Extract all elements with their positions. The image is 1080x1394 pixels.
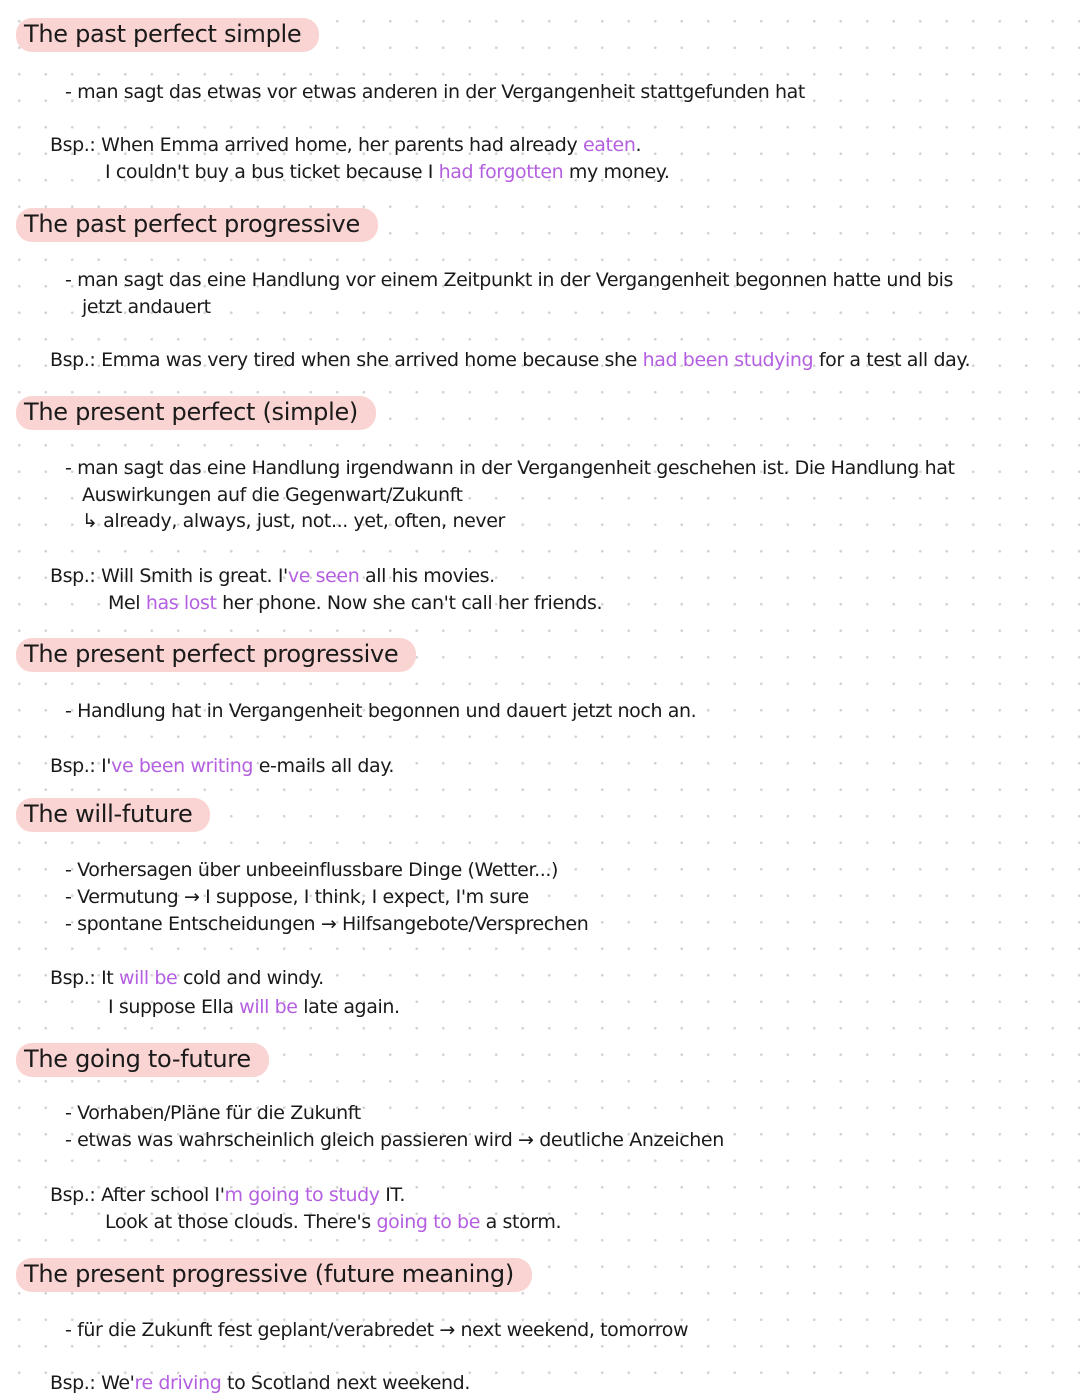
text-segment: Look at those clouds. There's <box>105 1211 377 1233</box>
highlighted-verb-form: m going to study <box>224 1184 380 1206</box>
text-segment: - etwas was wahrscheinlich gleich passieren wird → deutliche Anzeichen <box>65 1129 724 1151</box>
note-line <box>65 1129 724 1151</box>
text-segment: - man sagt das eine Handlung irgendwann in der Vergangenheit geschehen ist. Die Handlung hat <box>65 457 955 479</box>
highlighted-verb-form: will be <box>118 967 178 989</box>
note-line <box>105 161 670 183</box>
text-segment: - man sagt das etwas vor etwas anderen in der Vergangenheit stattgefunden hat <box>65 81 805 103</box>
note-line <box>65 457 955 479</box>
text-segment: Bsp.: Emma was very tired when she arrived home because she <box>50 349 643 371</box>
section-title: The past perfect simple <box>16 18 319 52</box>
text-segment: - Handlung hat in Vergangenheit begonnen und dauert jetzt noch an. <box>65 700 697 722</box>
note-line <box>65 913 588 935</box>
note-line <box>65 886 529 908</box>
section-title: The present perfect (simple) <box>16 396 376 430</box>
text-segment: ↳ already, always, just, not... yet, often, never <box>82 510 505 532</box>
text-segment: to Scotland next weekend. <box>221 1372 470 1394</box>
text-segment: for a test all day. <box>813 349 971 371</box>
note-line <box>50 1184 405 1206</box>
text-segment: jetzt andauert <box>82 296 211 318</box>
text-segment: all his movies. <box>359 565 495 587</box>
note-line <box>50 967 324 989</box>
text-segment: Auswirkungen auf die Gegenwart/Zukunft <box>82 484 463 506</box>
text-segment: . <box>635 134 642 156</box>
note-line <box>82 296 211 318</box>
highlighted-verb-form: had been studying <box>642 349 814 371</box>
note-line <box>50 1372 470 1394</box>
note-line <box>82 510 505 532</box>
note-line <box>108 592 602 614</box>
text-segment: Bsp.: Will Smith is great. I' <box>50 565 288 587</box>
text-segment: Bsp.: After school I' <box>50 1184 225 1206</box>
note-line <box>82 484 463 506</box>
text-segment: Bsp.: We' <box>50 1372 135 1394</box>
note-line <box>50 349 970 371</box>
text-segment: her phone. Now she can't call her friends. <box>216 592 603 614</box>
note-line <box>65 700 696 722</box>
section-title: The going to-future <box>16 1043 269 1077</box>
section-title: The will-future <box>16 798 210 832</box>
text-segment: - man sagt das eine Handlung vor einem Zeitpunkt in der Vergangenheit begonnen hatte und bis <box>65 269 954 291</box>
text-segment: Bsp.: It <box>50 967 119 989</box>
text-segment: cold and windy. <box>177 967 324 989</box>
highlighted-verb-form: ve been writing <box>111 755 254 777</box>
note-line <box>65 81 805 103</box>
section-title: The present perfect progressive <box>16 638 416 672</box>
text-segment: I couldn't buy a bus ticket because I <box>105 161 439 183</box>
text-segment: I suppose Ella <box>108 996 240 1018</box>
note-line <box>50 134 641 156</box>
note-line <box>65 1102 361 1124</box>
note-line <box>50 755 394 777</box>
text-segment: Bsp.: I' <box>50 755 112 777</box>
highlighted-verb-form: going to be <box>376 1211 481 1233</box>
text-segment: - für die Zukunft fest geplant/verabredet → next weekend, tomorrow <box>65 1319 689 1341</box>
note-line <box>65 269 953 291</box>
note-line <box>105 1211 561 1233</box>
section-title: The past perfect progressive <box>16 208 378 242</box>
note-line <box>65 1319 688 1341</box>
text-segment: - Vorhersagen über unbeeinflussbare Dinge (Wetter...) <box>65 859 559 881</box>
highlighted-verb-form: ve seen <box>287 565 360 587</box>
section-title: The present progressive (future meaning) <box>16 1258 532 1292</box>
highlighted-verb-form: had forgotten <box>438 161 564 183</box>
note-line <box>108 996 400 1018</box>
highlighted-verb-form: eaten <box>582 134 636 156</box>
text-segment: Mel <box>108 592 146 614</box>
note-line <box>50 565 495 587</box>
text-segment: a storm. <box>480 1211 562 1233</box>
text-segment: - Vorhaben/Pläne für die Zukunft <box>65 1102 361 1124</box>
highlighted-verb-form: has lost <box>145 592 217 614</box>
highlighted-verb-form: re driving <box>134 1372 222 1394</box>
text-segment: my money. <box>563 161 670 183</box>
highlighted-verb-form: will be <box>239 996 298 1018</box>
text-segment: late again. <box>297 996 400 1018</box>
text-segment: - spontane Entscheidungen → Hilfsangebote/Versprechen <box>65 913 589 935</box>
text-segment: - Vermutung → I suppose, I think, I expect, I'm sure <box>65 886 529 908</box>
text-segment: e-mails all day. <box>253 755 395 777</box>
text-segment: Bsp.: When Emma arrived home, her parents had already <box>50 134 583 156</box>
note-line <box>65 859 558 881</box>
text-segment: IT. <box>379 1184 406 1206</box>
